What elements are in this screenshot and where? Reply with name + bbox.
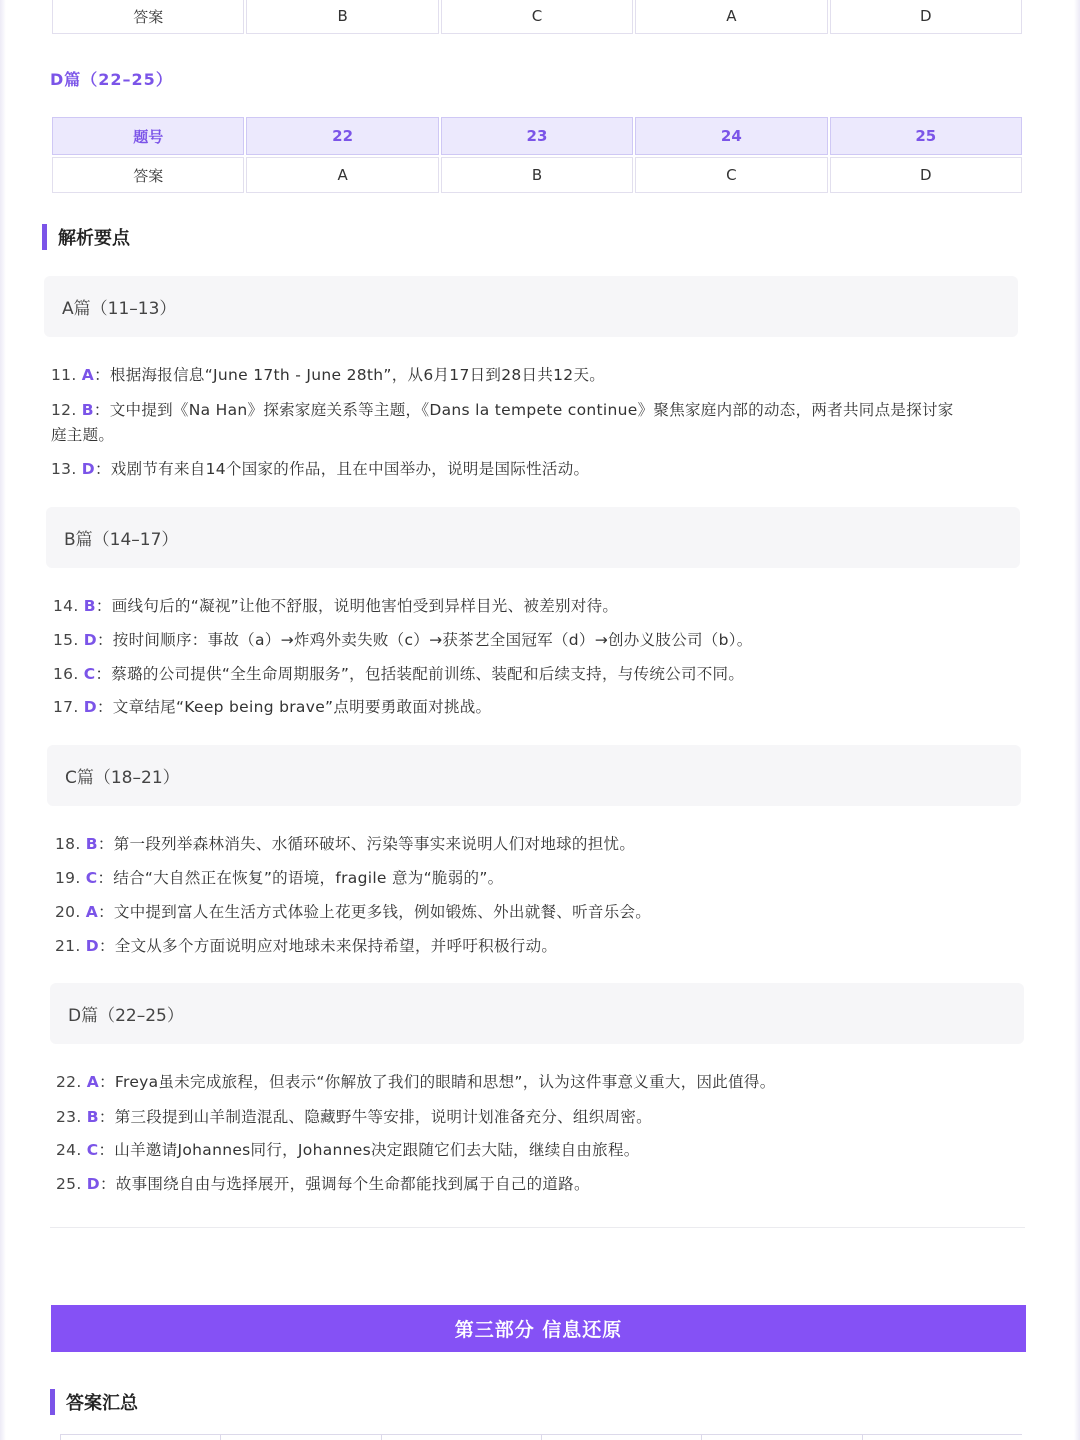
item-number: 11. [51, 366, 77, 384]
item-separator: ： [94, 460, 111, 478]
group-title-a: A篇（11–13） [44, 276, 1018, 337]
item-separator: ： [95, 665, 112, 683]
item-number: 25. [56, 1175, 82, 1193]
item-answer-key: B [83, 597, 96, 615]
table-header-cell: 题号 [52, 117, 244, 155]
analysis-item [55, 832, 1025, 856]
analysis-item [51, 457, 1021, 481]
item-text: 文中提到《Na Han》探索家庭关系等主题，《Dans la tempete continue》聚焦家庭内部的动态，两者共同点是探讨家 [109, 401, 954, 419]
item-answer-key: A [81, 366, 95, 384]
analysis-item [53, 662, 1023, 686]
table-cell: D [830, 0, 1022, 34]
summary-heading [50, 1389, 138, 1415]
item-separator: ： [97, 835, 114, 853]
item-text: 第一段列举森林消失、水循环破坏、污染等事实来说明人们对地球的担忧。 [113, 835, 636, 853]
page-edge-right [1074, 0, 1080, 1440]
analysis-heading-text: 解析要点 [58, 228, 130, 249]
item-answer-key: C [86, 1141, 99, 1159]
item-separator: ： [94, 366, 110, 384]
item-number: 20. [55, 903, 81, 921]
group-title-d: D篇（22–25） [50, 983, 1024, 1044]
analysis-item [53, 695, 1023, 719]
item-number: 17. [53, 698, 79, 716]
item-number: 18. [55, 835, 81, 853]
table-cell: C [441, 0, 633, 34]
item-separator: ： [98, 1141, 115, 1159]
table-header-cell: 23 [441, 117, 633, 155]
item-answer-key: A [86, 1073, 100, 1091]
item-text: 故事围绕自由与选择展开，强调每个生命都能找到属于自己的道路。 [115, 1175, 590, 1193]
item-text: 结合“大自然正在恢复”的语境，fragile 意为“脆弱的”。 [113, 869, 504, 887]
table-cell: D [830, 157, 1022, 193]
item-text: 蔡璐的公司提供“全生命周期服务”，包括装配前训练、装配和后续支持，与传统公司不同。 [111, 665, 745, 683]
analysis-heading [42, 224, 130, 250]
section-divider [50, 1227, 1025, 1228]
item-number: 24. [56, 1141, 82, 1159]
table-header-cell: 22 [246, 117, 438, 155]
answer-table-c [50, 0, 1024, 36]
item-text: 按时间顺序：事故（a）→炸鸡外卖失败（c）→获茶艺全国冠军（d）→创办义肢公司（b）。 [112, 631, 753, 649]
table-cell: 答案 [52, 157, 244, 193]
item-answer-key: D [83, 698, 97, 716]
item-separator: ： [95, 597, 112, 615]
item-answer-key: B [81, 401, 94, 419]
item-answer-key: B [86, 1108, 99, 1126]
table-cell: A [635, 0, 827, 34]
item-text: 山羊邀请Johannes同行，Johannes决定跟随它们去大陆，继续自由旅程。 [114, 1141, 640, 1159]
item-number: 15. [53, 631, 79, 649]
item-number: 14. [53, 597, 79, 615]
item-answer-key: D [86, 1175, 100, 1193]
item-separator: ： [98, 937, 115, 955]
part3-banner: 第三部分 信息还原 [51, 1305, 1026, 1352]
answer-table-d [50, 115, 1024, 195]
item-number: 16. [53, 665, 79, 683]
analysis-item [53, 594, 1023, 618]
group-title-c: C篇（18–21） [47, 745, 1021, 806]
analysis-item [55, 900, 1025, 924]
analysis-item [56, 1172, 1026, 1196]
table-column-edge [541, 1435, 701, 1440]
item-number: 12. [51, 401, 77, 419]
heading-accent-bar [42, 224, 47, 250]
item-number: 23. [56, 1108, 82, 1126]
table-column-edge [60, 1435, 220, 1440]
table-row [52, 0, 1022, 34]
item-text: 全文从多个方面说明应对地球未来保持希望，并呼吁积极行动。 [114, 937, 558, 955]
analysis-item [56, 1138, 1026, 1162]
item-answer-key: C [85, 869, 98, 887]
item-answer-key: B [85, 835, 98, 853]
item-text: 画线句后的“凝视”让他不舒服，说明他害怕受到异样目光、被差别对待。 [111, 597, 619, 615]
item-separator: ： [98, 903, 114, 921]
item-separator: ： [97, 869, 114, 887]
table-cell: A [246, 157, 438, 193]
analysis-item [51, 398, 1026, 422]
analysis-item [51, 363, 1021, 387]
table-cell: C [635, 157, 827, 193]
item-number: 21. [55, 937, 81, 955]
table-cell: B [246, 0, 438, 34]
item-answer-key: D [83, 631, 97, 649]
summary-table-edge [60, 1434, 1022, 1440]
analysis-item [55, 934, 1025, 958]
item-text-continued: 庭主题。 [51, 426, 115, 444]
table-header-cell: 25 [830, 117, 1022, 155]
analysis-item [56, 1070, 1026, 1094]
item-answer-key: A [85, 903, 99, 921]
item-separator: ： [96, 631, 113, 649]
analysis-item [56, 1105, 1026, 1129]
item-answer-key: D [85, 937, 99, 955]
item-text: Freya虽未完成旅程，但表示“你解放了我们的眼睛和思想”，认为这件事意义重大，因此值得。 [114, 1073, 776, 1091]
group-title-b: B篇（14–17） [46, 507, 1020, 568]
item-text: 戏剧节有来自14个国家的作品，且在中国举办，说明是国际性活动。 [110, 460, 590, 478]
item-separator: ： [99, 1073, 115, 1091]
heading-accent-bar [50, 1389, 55, 1415]
table-column-edge [220, 1435, 380, 1440]
item-answer-key: C [83, 665, 96, 683]
analysis-item [53, 628, 1023, 652]
table-row [52, 157, 1022, 193]
item-text: 根据海报信息“June 17th - June 28th”，从6月17日到28日共12天。 [109, 366, 606, 384]
analysis-item [55, 866, 1025, 890]
item-number: 22. [56, 1073, 82, 1091]
table-header-cell: 24 [635, 117, 827, 155]
item-number: 13. [51, 460, 77, 478]
item-text: 第三段提到山羊制造混乱、隐藏野牛等安排，说明计划准备充分、组织周密。 [114, 1108, 652, 1126]
item-text: 文中提到富人在生活方式体验上花更多钱，例如锻炼、外出就餐、听音乐会。 [113, 903, 652, 921]
item-number: 19. [55, 869, 81, 887]
table-column-edge [862, 1435, 1022, 1440]
item-separator: ： [98, 1108, 115, 1126]
summary-heading-text: 答案汇总 [66, 1393, 138, 1414]
item-separator: ： [93, 401, 110, 419]
item-text: 文章结尾“Keep being brave”点明要勇敢面对挑战。 [112, 698, 492, 716]
table-cell: B [441, 157, 633, 193]
item-separator: ： [96, 698, 113, 716]
table-column-edge [701, 1435, 861, 1440]
table-cell: 答案 [52, 0, 244, 34]
item-separator: ： [99, 1175, 116, 1193]
section-label-d: D篇（22–25） [50, 70, 173, 89]
item-answer-key: D [81, 460, 95, 478]
table-column-edge [381, 1435, 541, 1440]
table-header-row [52, 117, 1022, 155]
page-edge-left [0, 0, 6, 1440]
